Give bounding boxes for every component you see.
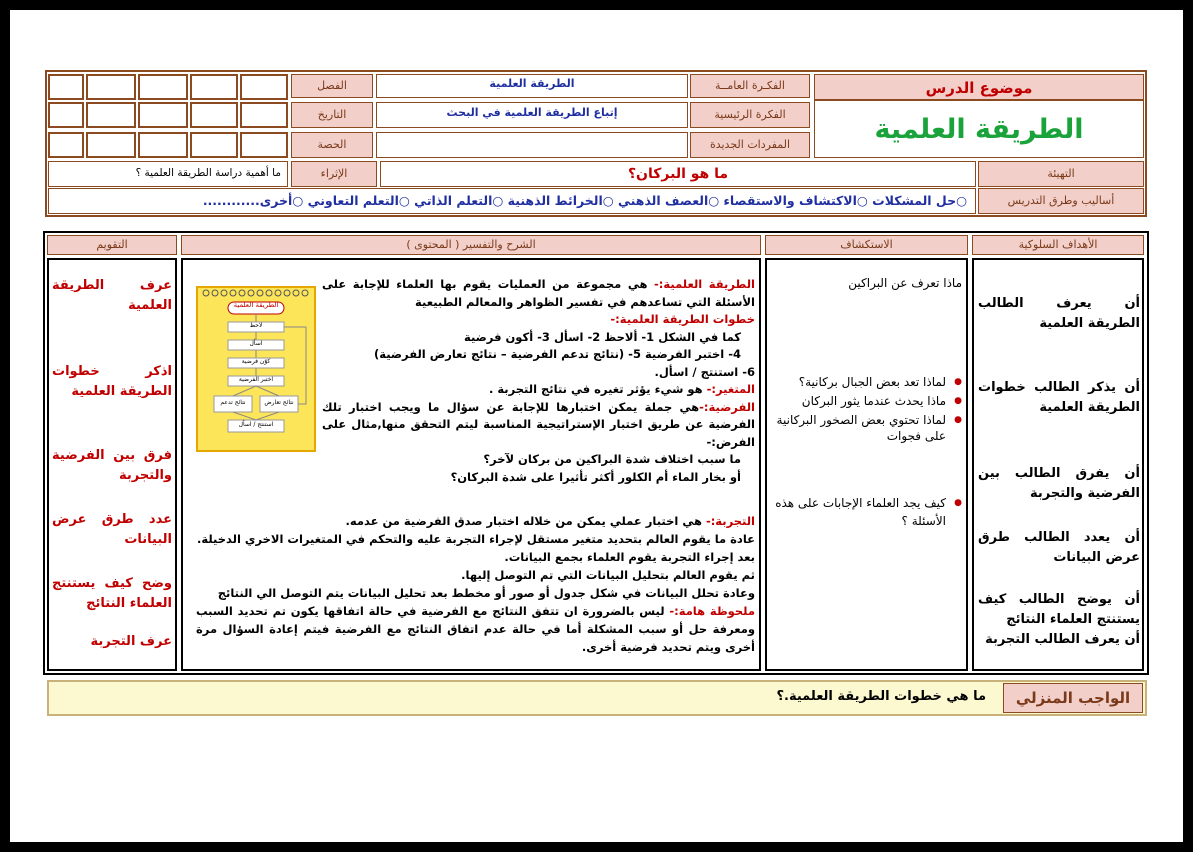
- methods-label: أساليب وطرق التدريس: [978, 188, 1144, 214]
- exploration-question: ● ماذا يحدث عندما يثور البركان: [772, 393, 962, 409]
- definition-term: الطريقة العلمية:-: [654, 277, 755, 291]
- evaluation-header: التقويم: [47, 235, 177, 255]
- new-vocab-label: المفردات الجديدة: [690, 132, 810, 158]
- note-text: ليس بالضرورة ان تتفق النتائج مع الفرضية في حالة اتفاقها يكون تم تحديد السبب ومعرفة حل أو سبب المشكلة أما في حالة عدم اتفاق النتائج مع الفرضية فيتم إعادة السؤال مرة أخرى ويتم تحديد فرضية أخرى.: [196, 604, 755, 654]
- objective-3: أن يفرق الطالب بين الفرضية والتجربة: [978, 466, 1140, 501]
- subject-label: موضوع الدرس: [814, 74, 1144, 100]
- explanation-line: ثم يقوم العالم بتحليل البيانات التي تم التوصل إليها.: [461, 568, 755, 582]
- variable-definition: [322, 381, 755, 399]
- experiment-term: التجربة:-: [705, 514, 755, 528]
- steps-line: 4- اختبر الفرضية 5- (نتائج تدعم الفرضية – نتائج تعارض الفرضية): [374, 347, 741, 361]
- evaluation-1: عرف الطريقة العلمية: [52, 278, 172, 313]
- figure-step: اختبر الفرضية: [238, 376, 274, 383]
- evaluation-6: عرف التجربة: [90, 634, 172, 649]
- hypothesis-term: الفرضية:-: [699, 399, 755, 414]
- date-label: التاريخ: [291, 102, 373, 128]
- explanation-header: الشرح والتفسير ( المحتوى ): [181, 235, 761, 255]
- experiment-text: هي اختبار عملي يمكن من خلاله اختبار صدق الفرضية من عدمه.: [345, 514, 706, 528]
- exploration-questions: [772, 374, 962, 447]
- exploration-header: الاستكشاف: [765, 235, 968, 255]
- general-idea-label: الفكـرة العامــة: [690, 74, 810, 98]
- objectives-header: الأهداف السلوكية: [972, 235, 1144, 255]
- objective-2: أن يذكر الطالب خطوات الطريقة العلمية: [978, 380, 1140, 415]
- experiment-definition: [196, 512, 755, 530]
- main-idea-label: الفكرة الرئيسية: [690, 102, 810, 128]
- new-vocab-value: [376, 132, 688, 158]
- exploration-question: ● لماذا تعد بعض الجبال بركانية؟: [772, 374, 962, 390]
- exploration-question: ● لماذا تحتوي بعض الصخور البركانية على فجوات: [772, 412, 962, 444]
- figure-step: استنتج / اسأل: [238, 421, 274, 428]
- definition-text: هي مجموعة من العمليات يقوم بها العلماء للإجابة على الأسئلة التي تساعدهم في تفسير الظواهر والمعالم الطبيعية: [322, 277, 755, 309]
- general-idea-value: الطريقة العلمية: [376, 74, 688, 98]
- objective-6: أن يعرف الطالب التجربة: [985, 632, 1140, 647]
- exploration-column: [765, 258, 968, 671]
- variable-text: هو شيء يؤثر تغيره في نتائج التجربة .: [488, 382, 707, 396]
- explanation-line: عادة ما يقوم العالم بتحديد متغير مستقل لإجراء التجربة عليه والتحكم في المتغيرات الاخري الدخيلة.: [196, 532, 755, 546]
- schedule-grid: [48, 74, 288, 158]
- warmup-label: التهيئة: [978, 161, 1144, 187]
- main-idea-value: إتباع الطريقة العلمية في البحث: [376, 102, 688, 128]
- objective-1: أن يعرف الطالب الطريقة العلمية: [978, 296, 1140, 331]
- explanation-text-lower: [196, 512, 755, 656]
- figure-step: اسأل: [249, 340, 263, 347]
- spiral-binding-icon: [203, 290, 308, 296]
- example-question: ما سبب اختلاف شدة البراكين من بركان لآخر؟: [483, 452, 741, 466]
- enrichment-value: ما أهمية دراسة الطريقة العلمية ؟: [48, 161, 288, 187]
- subject-title: الطريقة العلمية: [814, 100, 1144, 158]
- enrichment-label: الإثراء: [291, 161, 377, 187]
- steps-title: خطوات الطريقة العلمية:-: [610, 312, 755, 326]
- scientific-method-figure: [196, 286, 316, 452]
- steps-line: 6- استنتج / اسأل.: [654, 364, 755, 379]
- figure-title: الطريقة العلمية: [233, 301, 279, 309]
- figure-step: نتائج تدعم: [220, 399, 246, 406]
- important-note: [196, 602, 755, 656]
- methods-value: ○حل المشكلات ○الاكتشاف والاستقصاء ○العصف الذهني ○الخرائط الذهنية ○التعلم الذاتي ○التعلم التعاوني ○أخرى............: [48, 188, 976, 214]
- warmup-value: ما هو البركان؟: [380, 161, 976, 187]
- hypothesis-text: هي جملة يمكن اختبارها للإجابة عن سؤال ما ويجب اختبار تلك الفرضية عن طريق اختبار الإستراتيجية المناسبة ليتم التحقق منها,مثال على الفرض:-: [322, 399, 755, 449]
- figure-step: نتائج تعارض: [264, 399, 294, 406]
- exploration-question: ● كيف يجد العلماء الإجابات على هذه الأسئلة ؟: [772, 494, 962, 530]
- figure-step: كوّن فرضية: [241, 358, 271, 365]
- variable-term: المتغير:-: [706, 382, 755, 396]
- evaluation-5: وضح كيف يستنتج العلماء النتائج: [52, 576, 172, 611]
- exploration-intro: ماذا تعرف عن البراكين: [848, 276, 962, 290]
- exploration-questions-2: [772, 494, 962, 533]
- explanation-line: وعادة تحلل البيانات في شكل جدول أو صور أو مخطط بعد تحليل البيانات يتم التوصل الي النتائج: [217, 586, 755, 600]
- example-question: أو بخار الماء أم الكلور أكثر تأثيرا على شدة البركان؟: [450, 469, 741, 484]
- figure-step: لاحظ: [249, 322, 263, 329]
- evaluation-2: اذكر خطوات الطريقة العلمية: [52, 364, 172, 399]
- hypothesis-definition: [322, 399, 755, 452]
- evaluation-4: عدد طرق عرض البيانات: [52, 512, 172, 547]
- explanation-text: [322, 276, 755, 486]
- homework-label: الواجب المنزلي: [1003, 683, 1143, 713]
- steps-line: كما في الشكل 1- ألاحظ 2- اسأل 3- أكون فرضية: [464, 329, 741, 344]
- evaluation-3: فرق بين الفرضية والتجربة: [52, 448, 172, 483]
- lesson-plan-page: [10, 10, 1183, 842]
- semester-label: الفصل: [291, 74, 373, 98]
- period-label: الحصة: [291, 132, 373, 158]
- homework-value: ما هي خطوات الطريقة العلمية.؟: [776, 689, 986, 704]
- explanation-line: بعد إجراء التجربة يقوم العلماء بجمع البيانات.: [504, 550, 755, 564]
- objective-5: أن يوضح الطالب كيف يستنتج العلماء النتائج: [978, 592, 1140, 627]
- definition: [322, 276, 755, 311]
- note-term: ملحوظة هامة:-: [669, 604, 755, 618]
- objective-4: أن يعدد الطالب طرق عرض البيانات: [978, 530, 1140, 565]
